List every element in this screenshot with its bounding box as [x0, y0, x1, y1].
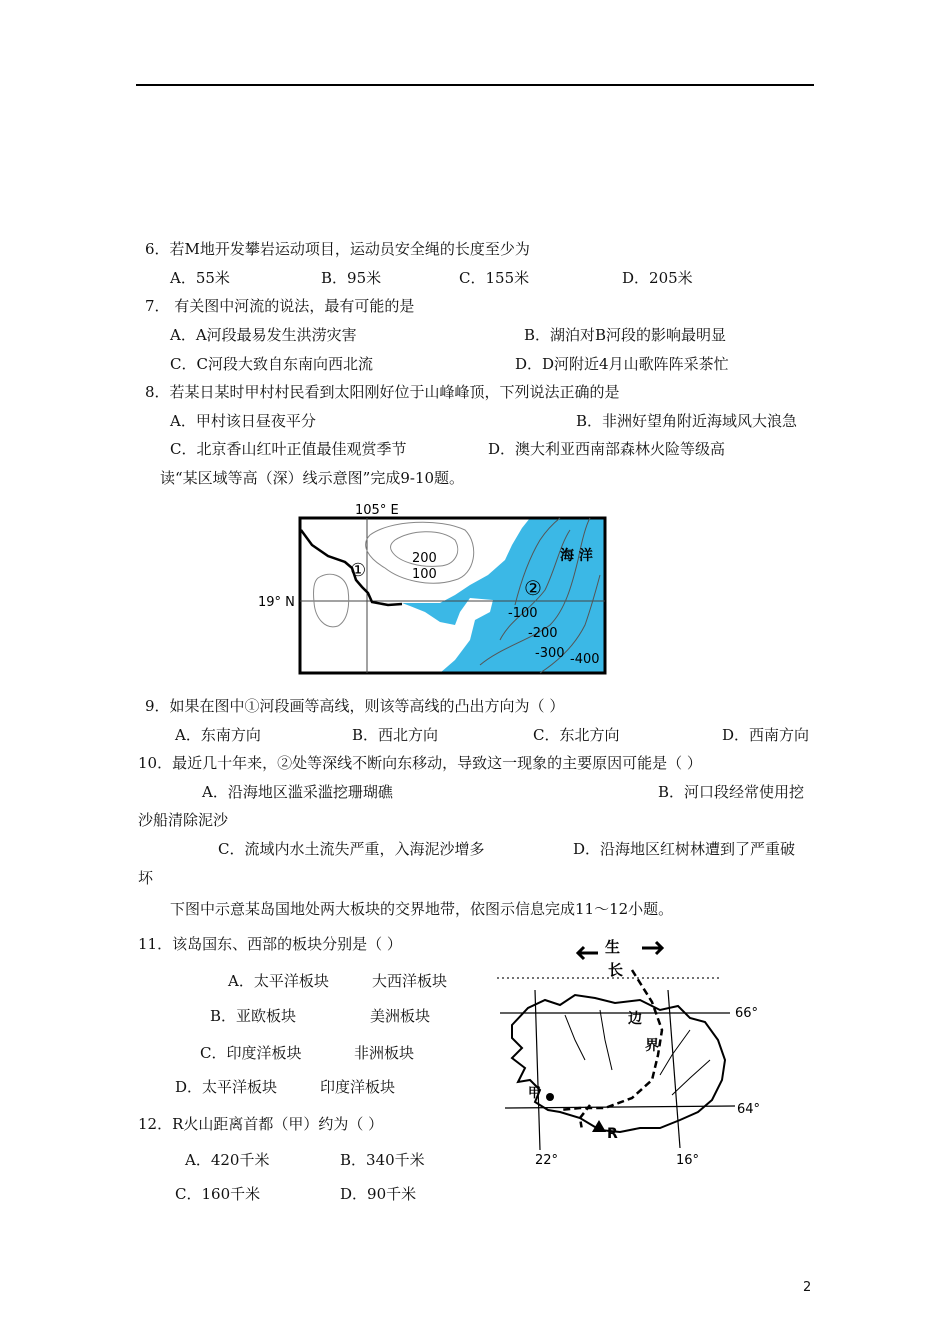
map2-capital-point [546, 1093, 554, 1101]
q8-stem: 8．若某日某时甲村村民看到太阳刚好位于山峰峰顶，下列说法正确的是 [145, 383, 620, 401]
q7-option-b: B．湖泊对B河段的影响最明显 [524, 326, 727, 344]
q7-option-c: C．C河段大致自东南向西北流 [170, 355, 373, 373]
q8-option-a: A．甲村该日昼夜平分 [170, 412, 316, 430]
map1-contour-label-200: 200 [412, 551, 437, 566]
page-number: 2 [803, 1280, 812, 1295]
map2-label-bian: 边 [628, 1011, 642, 1027]
q9-option-b: B．西北方向 [352, 726, 439, 744]
map1-lat-label: 19° N [258, 595, 295, 610]
q10-option-d-line1: D．沿海地区红树林遭到了严重破 [573, 840, 796, 858]
q10-option-b-line2: 沙船清除泥沙 [138, 811, 229, 829]
map1-depth-label-200: -200 [528, 626, 558, 641]
map1-lon-label: 105° E [355, 503, 399, 518]
q11-stem: 11．该岛国东、西部的板块分别是（ ） [138, 935, 402, 953]
map2-river-1 [565, 1015, 585, 1060]
q9-option-a: A．东南方向 [175, 726, 261, 744]
q7-option-d: D．D河附近4月山歌阵阵采茶忙 [515, 355, 729, 373]
q10-option-a: A．沿海地区滥采滥挖珊瑚礁 [202, 783, 393, 801]
map2-river-2 [600, 1010, 612, 1070]
map2-lon-16: 16° [676, 1153, 700, 1168]
contour-map [250, 498, 620, 680]
map2-label-R: R [607, 1126, 618, 1142]
q6-option-d: D．205米 [622, 269, 693, 287]
q6-option-b: B．95米 [321, 269, 382, 287]
map1-depth-label-100: -100 [508, 606, 538, 621]
q12-option-d: D．90千米 [340, 1185, 417, 1203]
map1-depth-label-300: -300 [535, 646, 565, 661]
map1-river-marker: ① [350, 560, 367, 581]
header-rule [136, 84, 814, 86]
q10-stem: 10．最近几十年来，②处等深线不断向东移动，导致这一现象的主要原因可能是（ ） [138, 754, 702, 772]
q11-option-a: A．太平洋板块 [228, 972, 329, 990]
map2-island-outline [512, 995, 725, 1132]
map2-meridian-22 [535, 990, 540, 1150]
q12-option-c: C．160千米 [175, 1185, 261, 1203]
map2-boundary-branch [580, 1105, 590, 1130]
q10-option-d-line2: 坏 [138, 869, 154, 887]
q12-stem: 12．R火山距离首都（甲）约为（ ） [138, 1115, 384, 1133]
q12-option-b: B．340千米 [340, 1151, 425, 1169]
q8-option-c: C．北京香山红叶正值最佳观赏季节 [170, 440, 407, 458]
q10-option-b-line1: B．河口段经常使用挖 [658, 783, 805, 801]
map2-label-jie: 界 [645, 1038, 659, 1054]
q10-option-c: C．流域内水土流失严重，入海泥沙增多 [218, 840, 485, 858]
map1-closed-contour [313, 574, 348, 627]
q11-option-a-second: 大西洋板块 [372, 972, 448, 990]
map2-label-zhang: 长 [608, 961, 624, 979]
map2-label-sheng: 生 [605, 938, 621, 956]
q9-option-c: C．东北方向 [533, 726, 620, 744]
q12-option-a: A．420千米 [185, 1151, 270, 1169]
q7-option-a: A．A河段最易发生洪涝灾害 [170, 326, 357, 344]
q6-option-a: A．55米 [170, 269, 230, 287]
map1-sea-marker: ② [524, 576, 542, 600]
map2-label-jia: 甲 [528, 1086, 542, 1101]
map1-depth-label-400: -400 [570, 652, 600, 667]
map2-arrow-east [642, 942, 662, 954]
map2-river-4 [672, 1060, 710, 1095]
island-map [490, 930, 780, 1175]
q11-option-b: B．亚欧板块 [210, 1007, 297, 1025]
map2-parallel-64 [505, 1106, 735, 1108]
intro-9-10: 读“某区域等高（深）线示意图”完成9-10题。 [160, 469, 465, 487]
intro-11-12: 下图中示意某岛国地处两大板块的交界地带，依图示信息完成11～12小题。 [170, 900, 674, 918]
q11-option-d-second: 印度洋板块 [320, 1078, 396, 1096]
map2-lat-66: 66° [735, 1006, 759, 1021]
map2-lon-22: 22° [535, 1153, 559, 1168]
map2-lat-64: 64° [737, 1102, 761, 1117]
map1-contour-label-100: 100 [412, 567, 437, 582]
map1-ocean-label: 海 洋 [560, 548, 593, 564]
q9-stem: 9．如果在图中①河段画等高线，则该等高线的凸出方向为（ ） [145, 697, 565, 715]
q6-stem: 6．若M地开发攀岩运动项目，运动员安全绳的长度至少为 [145, 240, 530, 258]
q11-option-d: D．太平洋板块 [175, 1078, 278, 1096]
q11-option-b-second: 美洲板块 [370, 1007, 431, 1025]
q11-option-c: C．印度洋板块 [200, 1044, 302, 1062]
q8-option-d: D．澳大利亚西南部森林火险等级高 [488, 440, 726, 458]
q8-option-b: B．非洲好望角附近海域风大浪急 [576, 412, 798, 430]
map2-river-3 [660, 1030, 690, 1075]
q7-stem: 7． 有关图中河流的说法，最有可能的是 [145, 297, 415, 315]
map2-arrow-west [578, 947, 598, 959]
q11-option-c-second: 非洲板块 [354, 1044, 415, 1062]
q6-option-c: C．155米 [459, 269, 530, 287]
q9-option-d: D．西南方向 [722, 726, 810, 744]
